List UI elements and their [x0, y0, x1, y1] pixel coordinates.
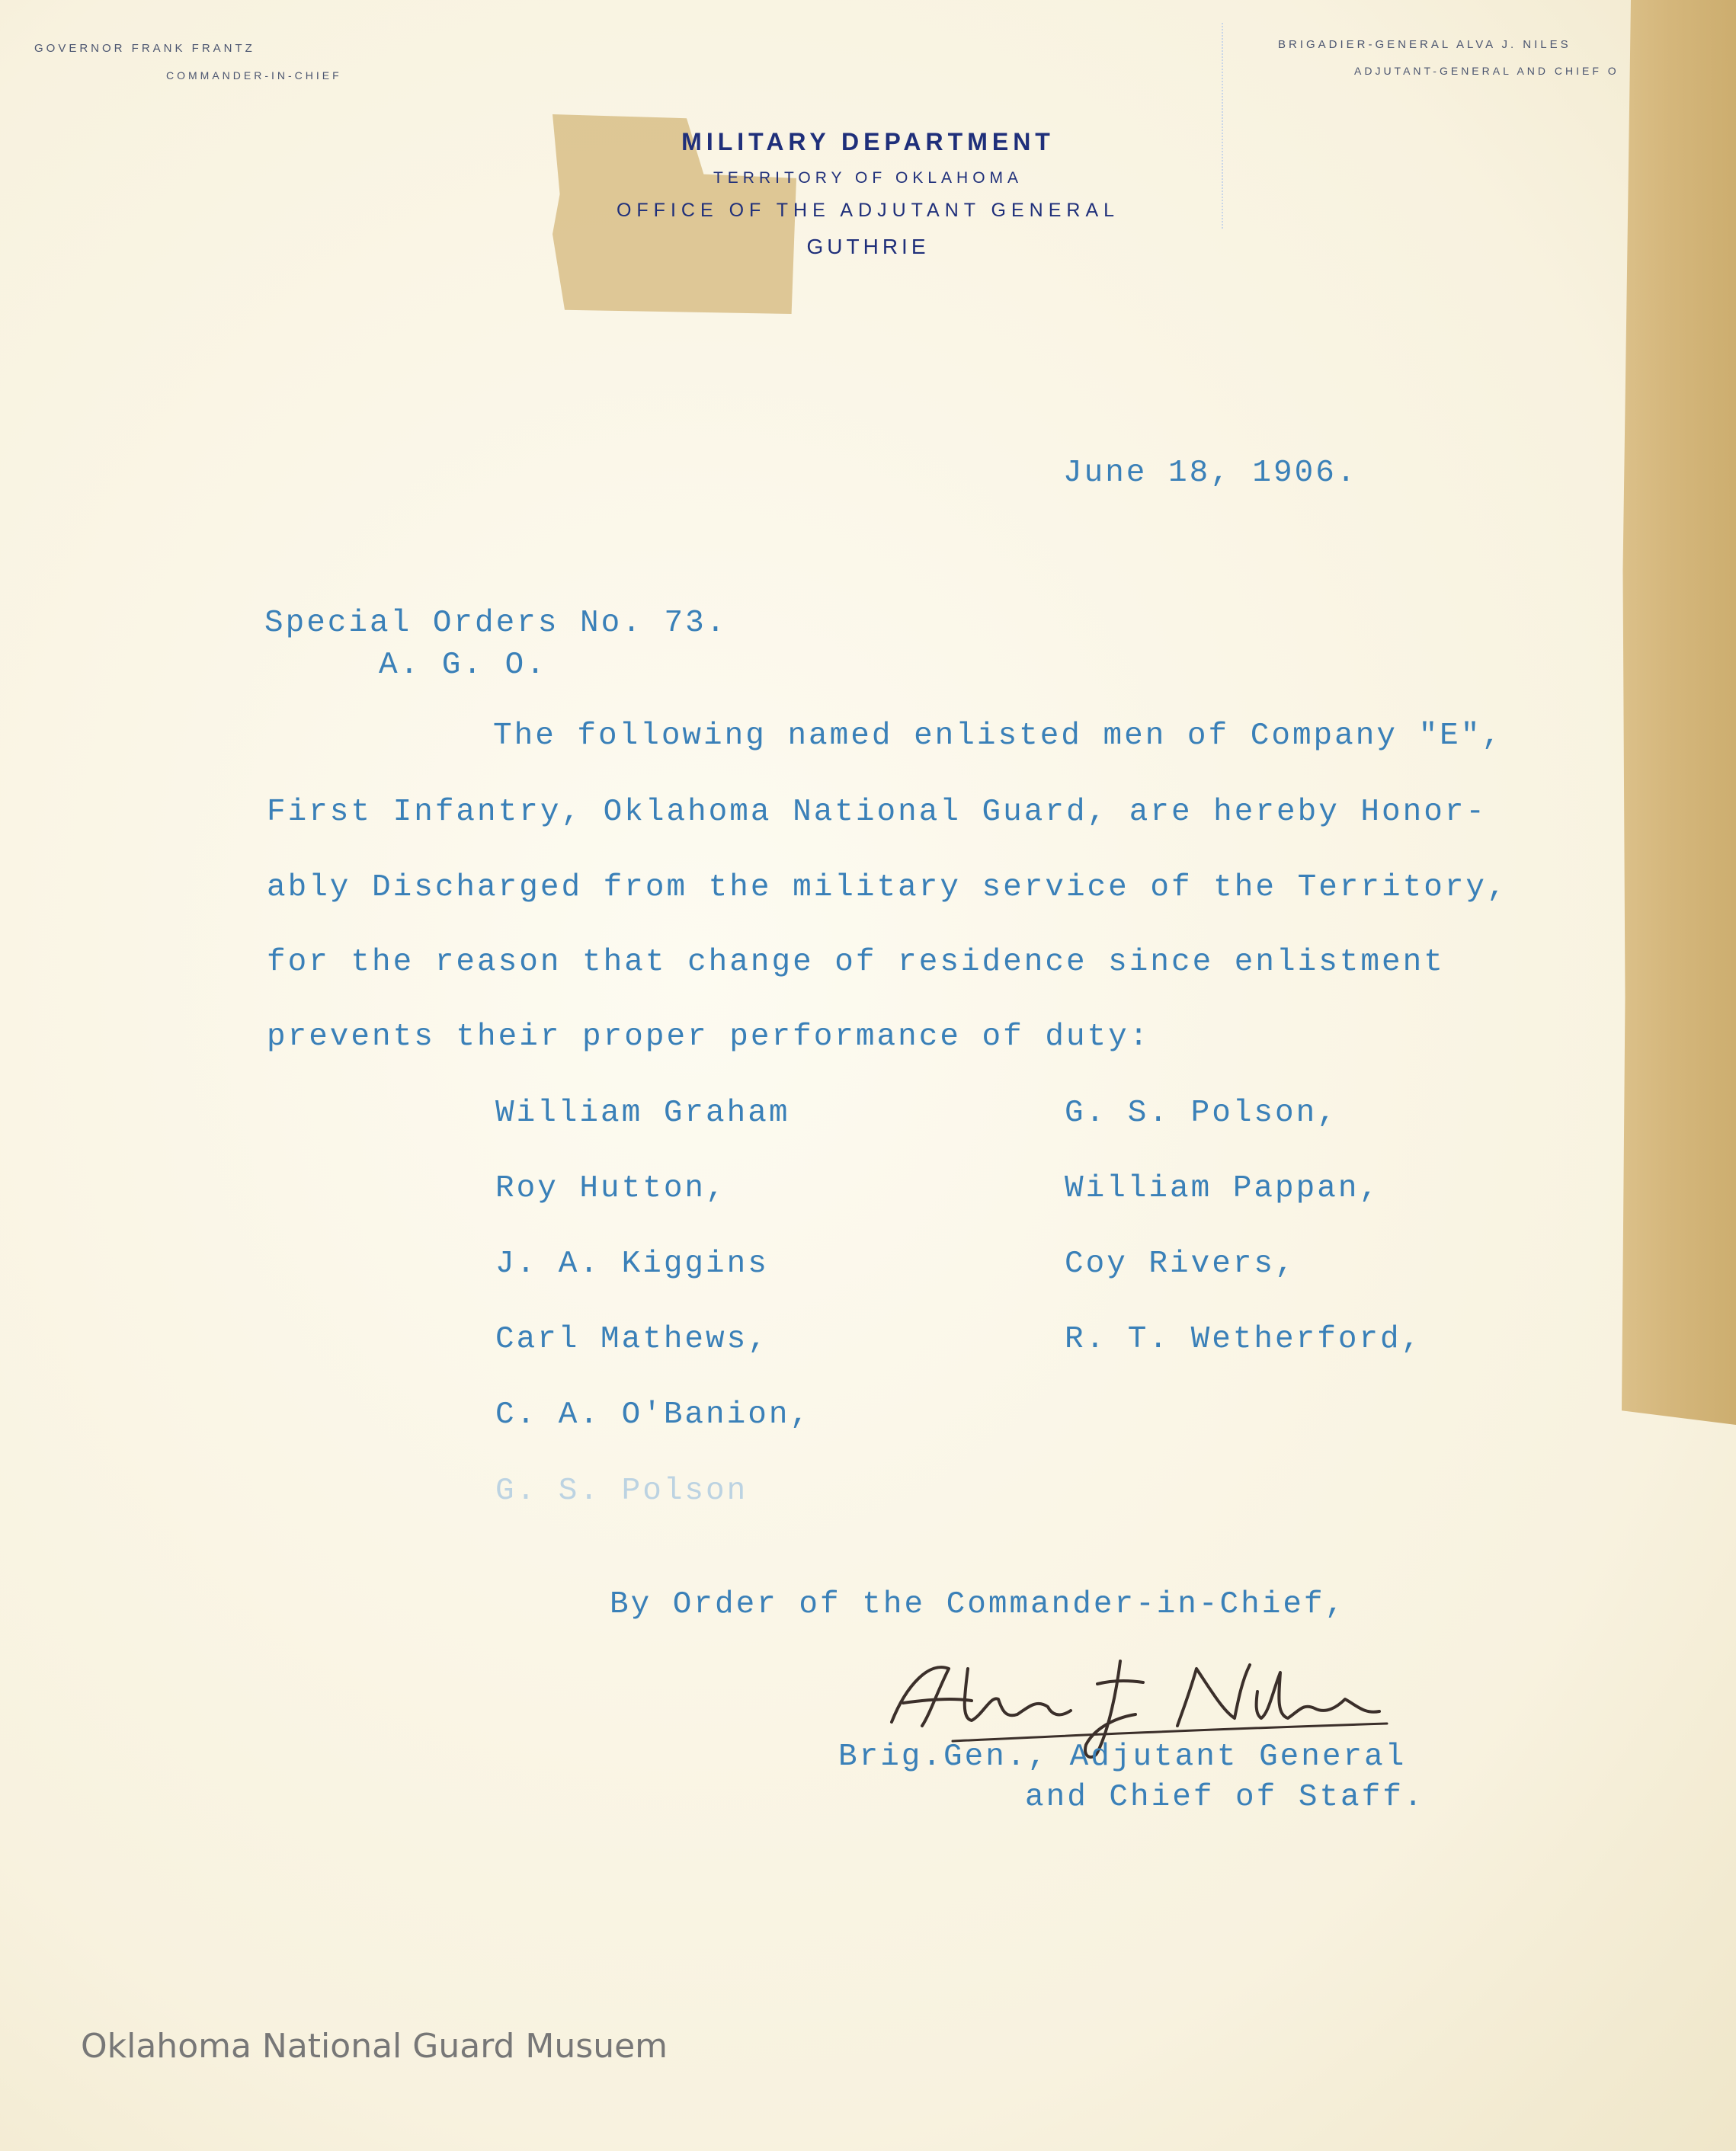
name-left-1: William Graham [495, 1096, 790, 1131]
adjutant-title: ADJUTANT-GENERAL AND CHIEF O [1354, 65, 1619, 77]
adjutant-name: BRIGADIER-GENERAL ALVA J. NILES [1278, 38, 1571, 51]
signature-title-2: and Chief of Staff. [1025, 1780, 1425, 1815]
city-line: GUTHRIE [806, 235, 930, 258]
special-orders-number: Special Orders No. 73. [264, 606, 728, 641]
name-left-3: J. A. Kiggins [495, 1247, 769, 1282]
name-right-1: G. S. Polson, [1065, 1096, 1338, 1131]
name-right-3: Coy Rivers, [1065, 1247, 1296, 1282]
museum-watermark: Oklahoma National Guard Musuem [81, 2027, 668, 2066]
governor-name: GOVERNOR FRANK FRANTZ [34, 42, 255, 55]
letter-date: June 18, 1906. [1063, 456, 1358, 491]
body-line-4: for the reason that change of residence since enlistment [267, 945, 1445, 980]
body-line-5: prevents their proper performance of duty: [267, 1019, 1151, 1055]
name-left-5: C. A. O'Banion, [495, 1397, 812, 1432]
body-line-3: ably Discharged from the military service of the Territory, [267, 870, 1508, 905]
name-left-2: Roy Hutton, [495, 1171, 727, 1206]
office-line: OFFICE OF THE ADJUTANT GENERAL [616, 200, 1120, 221]
department-title: MILITARY DEPARTMENT [681, 128, 1055, 155]
body-line-1: The following named enlisted men of Company "E", [493, 719, 1503, 754]
governor-title: COMMANDER-IN-CHIEF [166, 69, 342, 82]
ago-line: A. G. O. [379, 648, 547, 683]
name-left-4: Carl Mathews, [495, 1322, 769, 1357]
territory-line: TERRITORY OF OKLAHOMA [713, 169, 1023, 187]
body-line-2: First Infantry, Oklahoma National Guard, are hereby Honor- [267, 795, 1488, 830]
signature-title-1: Brig.Gen., Adjutant General [838, 1740, 1407, 1775]
name-right-2: William Pappan, [1065, 1171, 1381, 1206]
letterhead-divider [1222, 23, 1225, 229]
name-left-faint: G. S. Polson [495, 1474, 748, 1509]
closing-line: By Order of the Commander-in-Chief, [610, 1587, 1347, 1622]
name-right-4: R. T. Wetherford, [1065, 1322, 1423, 1357]
